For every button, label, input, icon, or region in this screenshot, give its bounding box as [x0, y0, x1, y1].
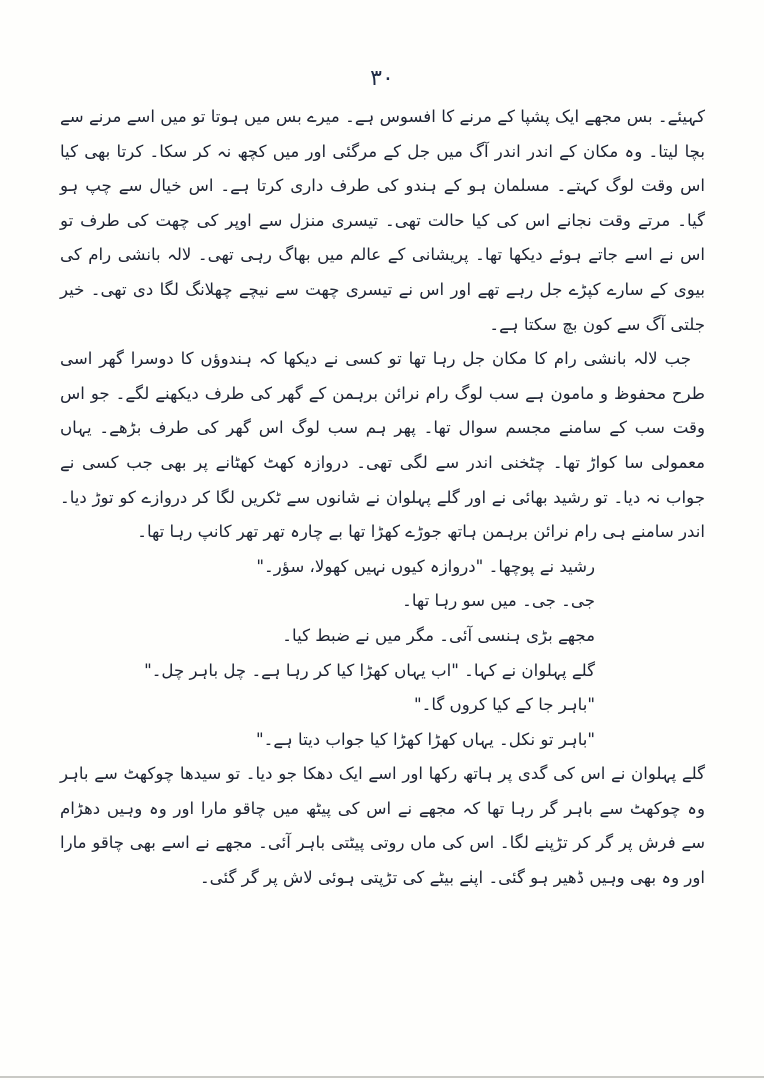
dialogue-line-4: گلے پہلوان نے کہا۔ "اب یہاں کھڑا کیا کر رہا ہے۔ چل باہر چل۔": [144, 660, 595, 680]
page-body: [60, 100, 705, 896]
dialogue-line-5: "باہر جا کے کیا کروں گا۔": [413, 695, 595, 715]
dialogue-line-6: "باہر تو نکل۔ یہاں کھڑا کھڑا کیا جواب دیتا ہے۔": [255, 729, 595, 749]
paragraph-2: جب لالہ بانشی رام کا مکان جل رہا تھا تو کسی نے دیکھا کہ ہندوؤں کا دوسرا گھر اسی طرح محفوظ و مامون ہے سب لوگ رام نرائن برہمن کے گھر کی طرف دیکھنے لگے۔ جو اس وقت سب کے سامنے مجسم سوال تھا۔ پھر ہم سب لوگ اس گھر کی طرف بڑھے۔ یہاں معمولی سا کواڑ تھا۔ چٹخنی اندر سے لگی تھی۔ دروازہ کھٹ کھٹانے پر بھی جب کسی نے جواب نہ دیا۔ تو رشید بھائی نے اور گلے پہلوان نے شانوں سے ٹکریں لگا کر دروازے کو توڑ دیا۔ اندر سامنے ہی رام نرائن برہمن ہاتھ جوڑے کھڑا تھا بے چارہ تھر تھر کانپ رہا تھا۔: [60, 349, 705, 542]
page-bottom-edge: [0, 1076, 764, 1078]
paragraph-1: کہیئے۔ بس مجھے ایک پشپا کے مرنے کا افسوس ہے۔ میرے بس میں ہوتا تو میں اسے مرنے سے بچا لیتا۔ وہ مکان کے اندر اندر آگ میں جل کے مرگئی اور میں کچھ نہ کر سکا۔ کرتا بھی کیا اس وقت لوگ کہتے۔ مسلمان ہو کے ہندو کی طرف داری کرتا ہے۔ اس خیال سے چپ ہو گیا۔ مرتے وقت نجانے اس کی کیا حالت تھی۔ تیسری منزل سے اوپر کی چھت کی طرف تو اس نے اسے جاتے ہوئے دیکھا تھا۔ پریشانی کے عالم میں بھاگ رہی تھی۔ لالہ بانشی رام کی بیوی کے سارے کپڑے جل رہے تھے اور اس نے تیسری چھت سے نیچے چھلانگ لگا دی تھی۔ خیر جلتی آگ سے کون بچ سکتا ہے۔: [60, 107, 705, 334]
dialogue-line-2: جی۔ جی۔ میں سو رہا تھا۔: [402, 591, 595, 611]
paragraph-3: گلے پہلوان نے اس کی گدی پر ہاتھ رکھا اور اسے ایک دھکا جو دیا۔ تو سیدھا چوکھٹ سے باہر وہ چوکھٹ سے باہر گر رہا تھا کہ مجھے نے اس کی پیٹھ میں چاقو مارا اور وہ وہیں دھڑام سے فرش پر گر کر تڑپنے لگا۔ اس کی ماں روتی پیٹتی باہر آئی۔ مجھے نے اسے بھی چاقو مارا اور وہ بھی وہیں ڈھیر ہو گئی۔ اپنے بیٹے کی تڑپتی ہوئی لاش پر گر گئی۔: [60, 764, 705, 888]
page-number: ۳۰: [370, 66, 394, 91]
dialogue-line-1: رشید نے پوچھا۔ "دروازہ کیوں نہیں کھولا، سؤر۔": [256, 556, 595, 576]
dialogue-line-3: مجھے بڑی ہنسی آئی۔ مگر میں نے ضبط کیا۔: [282, 625, 595, 645]
